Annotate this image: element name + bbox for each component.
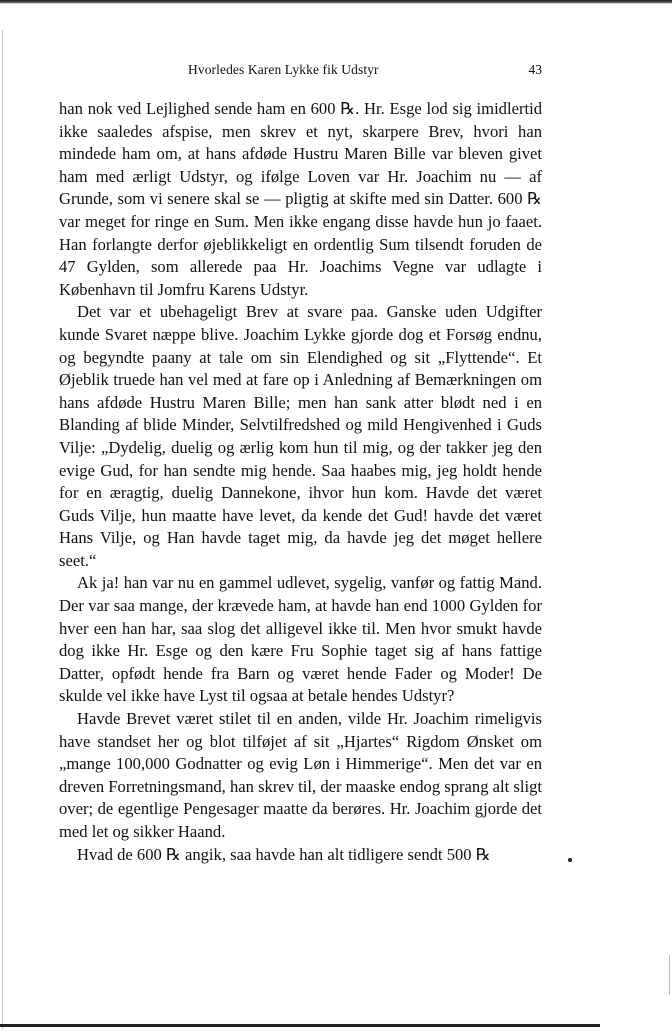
page-number: 43 <box>528 62 542 77</box>
running-title: Hvorledes Karen Lykke fik Udstyr <box>188 62 379 77</box>
paragraph: han nok ved Lejlighed sende ham en 600 ℞. Hr. Esge lod sig imidlertid ikke saaledes afspise, men skrev et nyt, skarpere Brev, hvori han mindede ham om, at hans afdøde Hustru Maren Bille var bleven givet ham med ærligt Udstyr, og ifølge Loven var Hr. Joachim nu — af Grunde, som vi senere skal se — pligtig at skifte med sin Datter. 600 ℞ var meget for ringe en Sum. Men ikke engang disse havde hun jo faaet. Han forlangte derfor øjeblikkeligt en ordentlig Sum tilsendt foruden de 47 Gylden, som allerede paa Hr. Joachims Vegne var udlagte i København til Jomfru Karens Udstyr. <box>59 99 542 299</box>
scan-edge-right <box>669 955 670 995</box>
scan-edge-top <box>0 0 672 4</box>
page-header <box>60 62 542 82</box>
scan-speck <box>568 858 572 862</box>
scan-edge-bottom <box>0 1024 600 1027</box>
scan-edge-left <box>2 30 3 1030</box>
paragraph: Ak ja! han var nu en gammel udlevet, sygelig, vanfør og fattig Mand. Der var saa mange, der krævede ham, at havde han end 1000 Gylden for hver een han har, saa slog det alligevel ikke til. Men hvor smukt havde dog ikke Hr. Esge og den kære Fru Sophie taget sig af hans fattige Datter, opfødt hende fra Barn og været hende Fader og Moder! De skulde vel ikke have Lyst til ogsaa at betale hendes Udstyr? <box>59 573 542 706</box>
body-text <box>59 98 542 866</box>
paragraph: Det var et ubehageligt Brev at svare paa. Ganske uden Udgifter kunde Svaret næppe blive. Joachim Lykke gjorde dog et Forsøg endnu, og begyndte paany at tale om sin Elendighed og sit „Flyttende“. Et Øjeblik truede han vel med at fare op i Anledning af Bemærkningen om hans afdøde Hustru Maren Bille; men han sank atter blødt ned i en Blanding af blide Minder, Selvtilfredshed og mild Hengivenhed i Guds Vilje: „Dydelig, duelig og ærlig kom hun til mig, og der takker jeg den evige Gud, for han sendte mig hende. Saa haabes mig, jeg holdt hende for en æragtig, duelig Dannekone, ihvor hun kom. Havde det været Guds Vilje, hun maatte have levet, da kende det Gud! havde det været Hans Vilje, og Han havde taget mig, da havde jeg det møget hellere seet.“ <box>59 302 542 570</box>
paragraph: Hvad de 600 ℞ angik, saa havde han alt tidligere sendt 500 ℞ <box>77 844 491 864</box>
paragraph: Havde Brevet været stilet til en anden, vilde Hr. Joachim rimeligvis have standset her og blot tilføjet af sit „Hjartes“ Rigdom Ønsket om „mange 100,000 Godnatter og evig Løn i Himmerige“. Men det var en dreven Forretningsmand, han skrev til, der maaske endog sprang alt sligt over; de egentlige Pengesager maatte da berøres. Hr. Joachim gjorde det med let og sikker Haand. <box>59 709 542 841</box>
